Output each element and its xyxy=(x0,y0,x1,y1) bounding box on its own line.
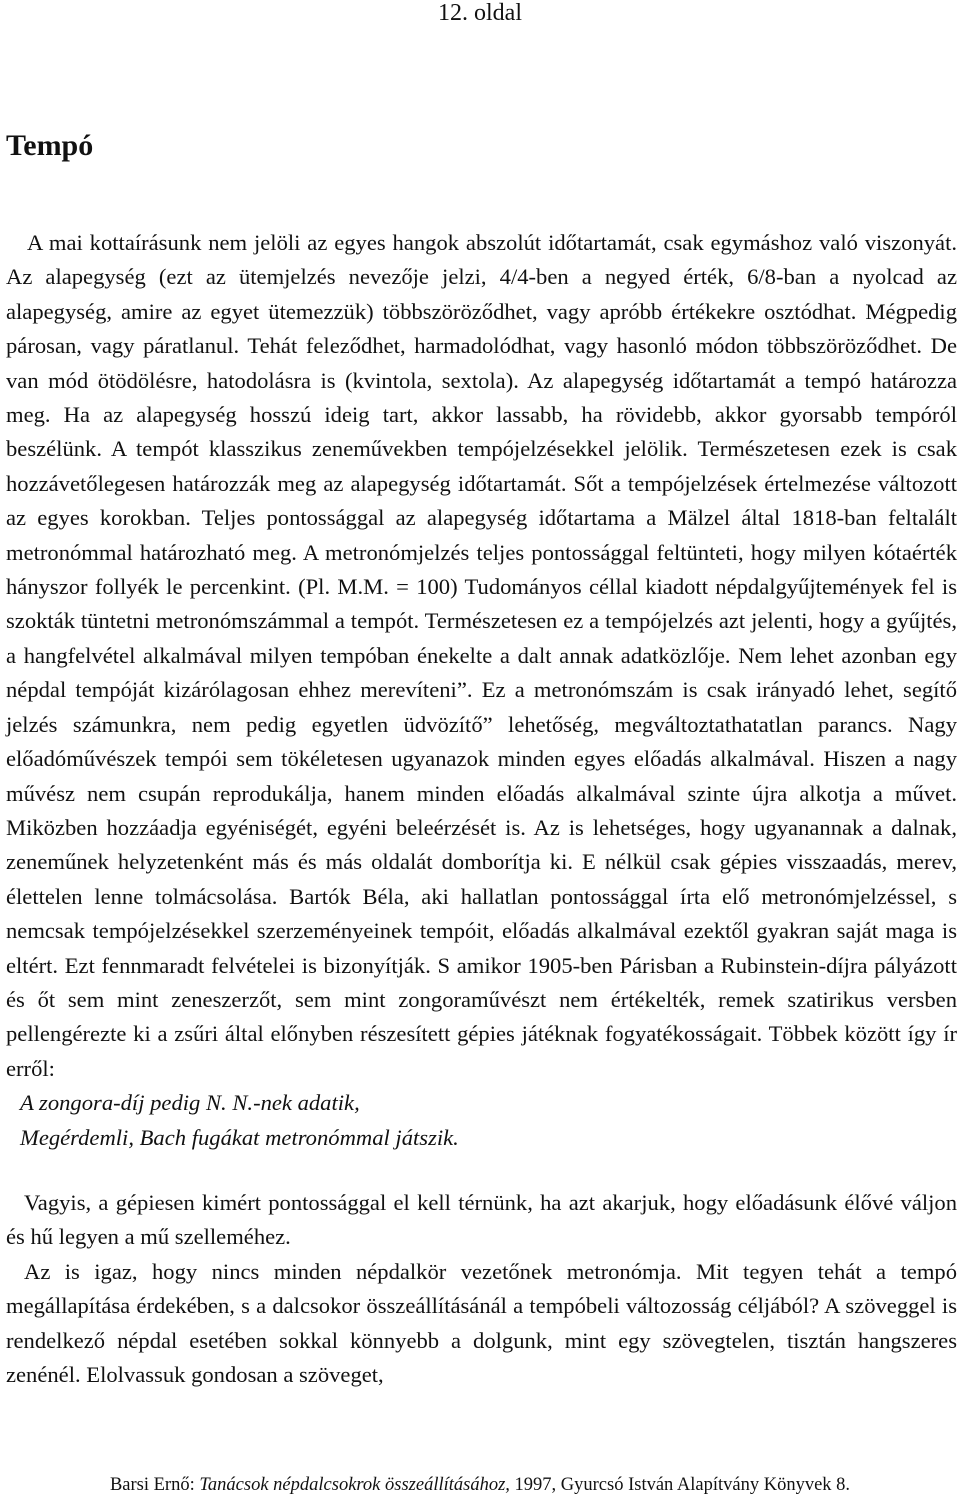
paragraph-closing-1: Vagyis, a gépiesen kimért pontossággal el kell térnünk, ha azt akarjuk, hogy előadásunk élővé váljon és hű legyen a mű szelleméhez. xyxy=(6,1189,957,1250)
verse-line-2: Megérdemli, Bach fugákat metronómmal játszik. xyxy=(20,1124,459,1150)
verse-line-1: A zongora-díj pedig N. N.-nek adatik, xyxy=(20,1090,360,1116)
paragraph-main: A mai kottaírásunk nem jelöli az egyes hangok abszolút időtartamát, csak egymáshoz való viszonyát. Az alapegység (ezt az ütemjelzés nevezője jelzi, 4/4-ben a negyed érték, 6/8-ban a nyolcad az alapegység, amire az egyet ütemezzük) többszöröződhet, vagy apróbb értékekre osztódhat. Mégpedig párosan, vagy páratlanul. Tehát feleződhet, harmadolódhat, vagy hasonló módon többszöröződhet. De van mód ötödölésre, hatodolásra is (kvintola, sextola). Az alapegység időtartamát a tempó határozza meg. Ha az alapegység hosszú ideig tart, akkor lassabb, ha rövidebb, akkor gyorsabb tempóról beszélünk. A tempót klasszikus zeneművekben tempójelzésekkel jelölik. Természetesen ezek is csak hozzávetőlegesen határozzák meg az alapegység időtartamát. Sőt a tempójelzések értelmezése változott az egyes korokban. Teljes pontossággal az alapegység időtartama a Mälzel által 1818-ban feltalált metronómmal határozható meg. A metronómjelzés teljes pontossággal feltünteti, hogy milyen kótaérték hányszor follyék le percenkint. (Pl. M.M. = 100) Tudományos céllal kiadott népdalgyűjtemények fel is szokták tüntetni metronómszámmal a tempót. Természetesen ez a tempójelzés azt jelenti, hogy a gyűjtés, a hangfelvétel alkalmával milyen tempóban énekelte a dalt annak adatközlője. Nem lehet azonban egy népdal tempóját kizárólagosan ehhez merevíteni”. Ez a metronómszám is csak irányadó lehet, segítő jelzés számunkra, nem pedig egyetlen üdvözítő” lehetőség, megváltoztathatatlan parancs. Nagy előadóművészek tempói sem tökéletesen ugyanazok minden egyes előadás alkalmával. Hiszen a nagy művész nem csupán reprodukálja, hanem minden előadás alkalmával szinte újra alkotja a művet. Miközben hozzáadja egyéniségét, egyéni beleérzését is. Az is lehetséges, hogy ugyanannak a dalnak, zeneműnek helyzetenként más és más oldalát domborítja ki. E nélkül csak gépies visszaadás, merev, élettelen lenne tolmácsolása. Bartók Béla, aki hallatlan pontossággal írta elő metronómjelzéssel, s nemcsak tempójelzésekkel szerzeményeinek tempóit, előadás alkalmával ezektől gyakran saját maga is eltért. Ezt fennmaradt felvételei is bizonyítják. S amikor 1905-ben Párisban a Rubinstein-díjra pályázott és őt sem mint zeneszerzőt, sem mint zongoraművészt nem értékelték, remek szatirikus versben pellengérezte ki a zsűri által előnyben részesített gépies játéknak fogyatékosságait. Többek között így ír erről: xyxy=(6,230,957,1081)
spacer xyxy=(6,1155,957,1186)
footer-book-title: Tanácsok népdalcsokrok összeállításához, xyxy=(199,1475,510,1495)
footer-author: Barsi Ernő: xyxy=(109,1475,195,1495)
page-title: Tempó xyxy=(6,129,94,162)
footer-citation xyxy=(0,1473,960,1497)
paragraph-closing-2: Az is igaz, hogy nincs minden népdalkör vezetőnek metronómja. Mit tegyen tehát a tempó megállapítása érdekében, s a dalcsokor összeállításánál a tempóbeli változosság céljából? A szöveggel is rendelkező népdal esetében sokkal könnyebb a dolgunk, mint egy szövegtelen, tisztán hangszeres zenénél. Elolvassuk gondosan a szöveget, xyxy=(6,1258,957,1387)
article-body xyxy=(6,226,957,1392)
page-number: 12. oldal xyxy=(438,0,522,26)
verse-quote xyxy=(6,1086,957,1155)
footer-publication: 1997, Gyurcsó István Alapítvány Könyvek 8. xyxy=(514,1475,851,1495)
